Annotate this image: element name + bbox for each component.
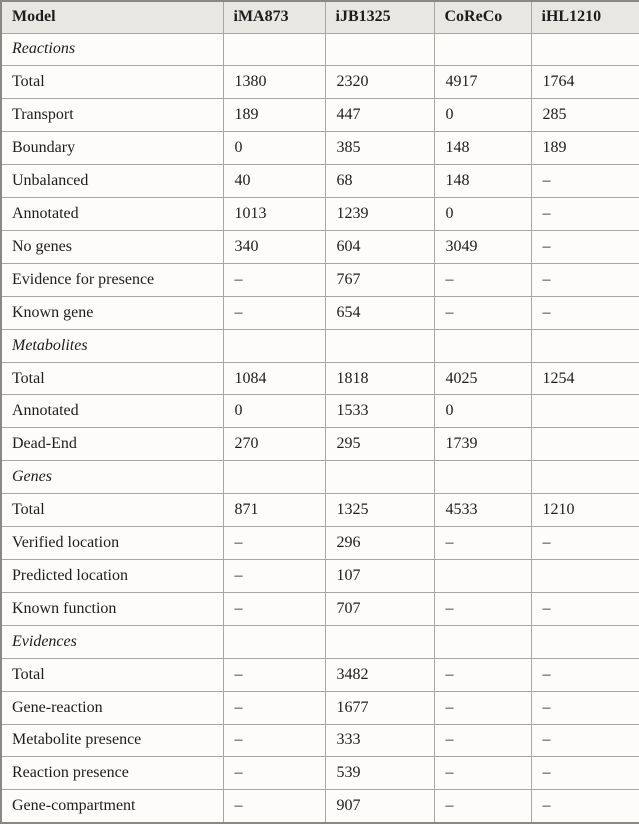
cell-value: – <box>223 527 325 560</box>
cell-value <box>531 33 639 66</box>
row-label: Gene-reaction <box>1 691 223 724</box>
table-header <box>1 1 639 33</box>
row-label: Reactions <box>1 33 223 66</box>
cell-value: 1084 <box>223 362 325 395</box>
row-label: Total <box>1 658 223 691</box>
cell-value: 1254 <box>531 362 639 395</box>
table-row <box>1 132 639 165</box>
row-label: No genes <box>1 230 223 263</box>
cell-value: 1533 <box>325 395 434 428</box>
table-row <box>1 230 639 263</box>
cell-value: – <box>531 296 639 329</box>
cell-value: – <box>434 592 531 625</box>
cell-value: 4025 <box>434 362 531 395</box>
table-row <box>1 527 639 560</box>
cell-value <box>223 33 325 66</box>
row-label: Annotated <box>1 198 223 231</box>
table-row <box>1 263 639 296</box>
cell-value: 1239 <box>325 198 434 231</box>
cell-value: 189 <box>531 132 639 165</box>
cell-value <box>434 329 531 362</box>
cell-value: 1677 <box>325 691 434 724</box>
row-label: Total <box>1 362 223 395</box>
row-label: Evidence for presence <box>1 263 223 296</box>
cell-value: 0 <box>223 132 325 165</box>
cell-value <box>531 428 639 461</box>
table-row <box>1 296 639 329</box>
cell-value: – <box>531 230 639 263</box>
cell-value: 3482 <box>325 658 434 691</box>
cell-value: 285 <box>531 99 639 132</box>
cell-value: – <box>434 757 531 790</box>
cell-value <box>531 395 639 428</box>
cell-value: – <box>531 691 639 724</box>
cell-value <box>325 329 434 362</box>
cell-value: – <box>434 527 531 560</box>
cell-value <box>325 33 434 66</box>
cell-value: – <box>531 658 639 691</box>
cell-value: 296 <box>325 527 434 560</box>
cell-value: 295 <box>325 428 434 461</box>
cell-value: 4533 <box>434 494 531 527</box>
row-label: Total <box>1 66 223 99</box>
cell-value: – <box>434 691 531 724</box>
cell-value: – <box>223 658 325 691</box>
cell-value: 107 <box>325 560 434 593</box>
cell-value: 40 <box>223 165 325 198</box>
row-label: Metabolite presence <box>1 724 223 757</box>
row-label: Boundary <box>1 132 223 165</box>
cell-value: – <box>223 560 325 593</box>
cell-value: 333 <box>325 724 434 757</box>
cell-value: – <box>223 724 325 757</box>
cell-value: – <box>434 658 531 691</box>
cell-value: – <box>434 724 531 757</box>
cell-value: 0 <box>434 198 531 231</box>
cell-value: 539 <box>325 757 434 790</box>
cell-value: 385 <box>325 132 434 165</box>
cell-value <box>223 625 325 658</box>
cell-value <box>434 461 531 494</box>
column-header: iHL1210 <box>531 1 639 33</box>
section-row <box>1 461 639 494</box>
cell-value: 654 <box>325 296 434 329</box>
row-label: Total <box>1 494 223 527</box>
column-header: CoReCo <box>434 1 531 33</box>
table-row <box>1 428 639 461</box>
table-row <box>1 494 639 527</box>
cell-value: 767 <box>325 263 434 296</box>
cell-value: – <box>531 790 639 823</box>
cell-value: – <box>531 263 639 296</box>
cell-value: 0 <box>434 395 531 428</box>
cell-value: – <box>223 296 325 329</box>
cell-value: 0 <box>223 395 325 428</box>
cell-value: 1764 <box>531 66 639 99</box>
table-row <box>1 165 639 198</box>
row-label: Reaction presence <box>1 757 223 790</box>
row-label: Evidences <box>1 625 223 658</box>
cell-value <box>531 329 639 362</box>
cell-value: 148 <box>434 165 531 198</box>
table-row <box>1 592 639 625</box>
cell-value <box>223 461 325 494</box>
cell-value: 871 <box>223 494 325 527</box>
cell-value: 1380 <box>223 66 325 99</box>
cell-value: – <box>223 592 325 625</box>
cell-value: – <box>223 790 325 823</box>
table-row <box>1 198 639 231</box>
cell-value: – <box>223 757 325 790</box>
cell-value: – <box>434 790 531 823</box>
cell-value: 1818 <box>325 362 434 395</box>
cell-value: – <box>531 527 639 560</box>
cell-value: 4917 <box>434 66 531 99</box>
cell-value: 0 <box>434 99 531 132</box>
cell-value: 68 <box>325 165 434 198</box>
cell-value: – <box>223 691 325 724</box>
row-label: Unbalanced <box>1 165 223 198</box>
row-label: Predicted location <box>1 560 223 593</box>
cell-value: 1210 <box>531 494 639 527</box>
table-row <box>1 757 639 790</box>
table-row <box>1 691 639 724</box>
section-row <box>1 625 639 658</box>
cell-value <box>325 461 434 494</box>
cell-value: 1325 <box>325 494 434 527</box>
column-header: iMA873 <box>223 1 325 33</box>
cell-value: – <box>223 263 325 296</box>
table-row <box>1 66 639 99</box>
cell-value: 1739 <box>434 428 531 461</box>
cell-value: – <box>531 198 639 231</box>
column-header: iJB1325 <box>325 1 434 33</box>
cell-value: 447 <box>325 99 434 132</box>
cell-value: 1013 <box>223 198 325 231</box>
cell-value: 189 <box>223 99 325 132</box>
section-row <box>1 33 639 66</box>
cell-value: 2320 <box>325 66 434 99</box>
cell-value: – <box>531 165 639 198</box>
table-row <box>1 395 639 428</box>
table-row <box>1 560 639 593</box>
cell-value <box>531 625 639 658</box>
row-label: Known function <box>1 592 223 625</box>
cell-value: 3049 <box>434 230 531 263</box>
cell-value: – <box>531 757 639 790</box>
row-label: Annotated <box>1 395 223 428</box>
table-row <box>1 99 639 132</box>
cell-value <box>325 625 434 658</box>
row-label: Transport <box>1 99 223 132</box>
row-label: Metabolites <box>1 329 223 362</box>
cell-value: – <box>531 592 639 625</box>
cell-value: 340 <box>223 230 325 263</box>
table-body <box>1 33 639 823</box>
cell-value: – <box>434 296 531 329</box>
cell-value <box>434 560 531 593</box>
row-label: Gene-compartment <box>1 790 223 823</box>
cell-value: – <box>434 263 531 296</box>
cell-value <box>223 329 325 362</box>
table-row <box>1 790 639 823</box>
column-header: Model <box>1 1 223 33</box>
section-row <box>1 329 639 362</box>
cell-value <box>531 461 639 494</box>
cell-value: – <box>531 724 639 757</box>
row-label: Verified location <box>1 527 223 560</box>
cell-value <box>434 33 531 66</box>
cell-value: 707 <box>325 592 434 625</box>
cell-value <box>531 560 639 593</box>
table-row <box>1 362 639 395</box>
cell-value: 148 <box>434 132 531 165</box>
cell-value: 907 <box>325 790 434 823</box>
row-label: Known gene <box>1 296 223 329</box>
cell-value: 604 <box>325 230 434 263</box>
table-row <box>1 724 639 757</box>
row-label: Genes <box>1 461 223 494</box>
cell-value: 270 <box>223 428 325 461</box>
table-row <box>1 658 639 691</box>
cell-value <box>434 625 531 658</box>
row-label: Dead-End <box>1 428 223 461</box>
table-header-row <box>1 1 639 33</box>
